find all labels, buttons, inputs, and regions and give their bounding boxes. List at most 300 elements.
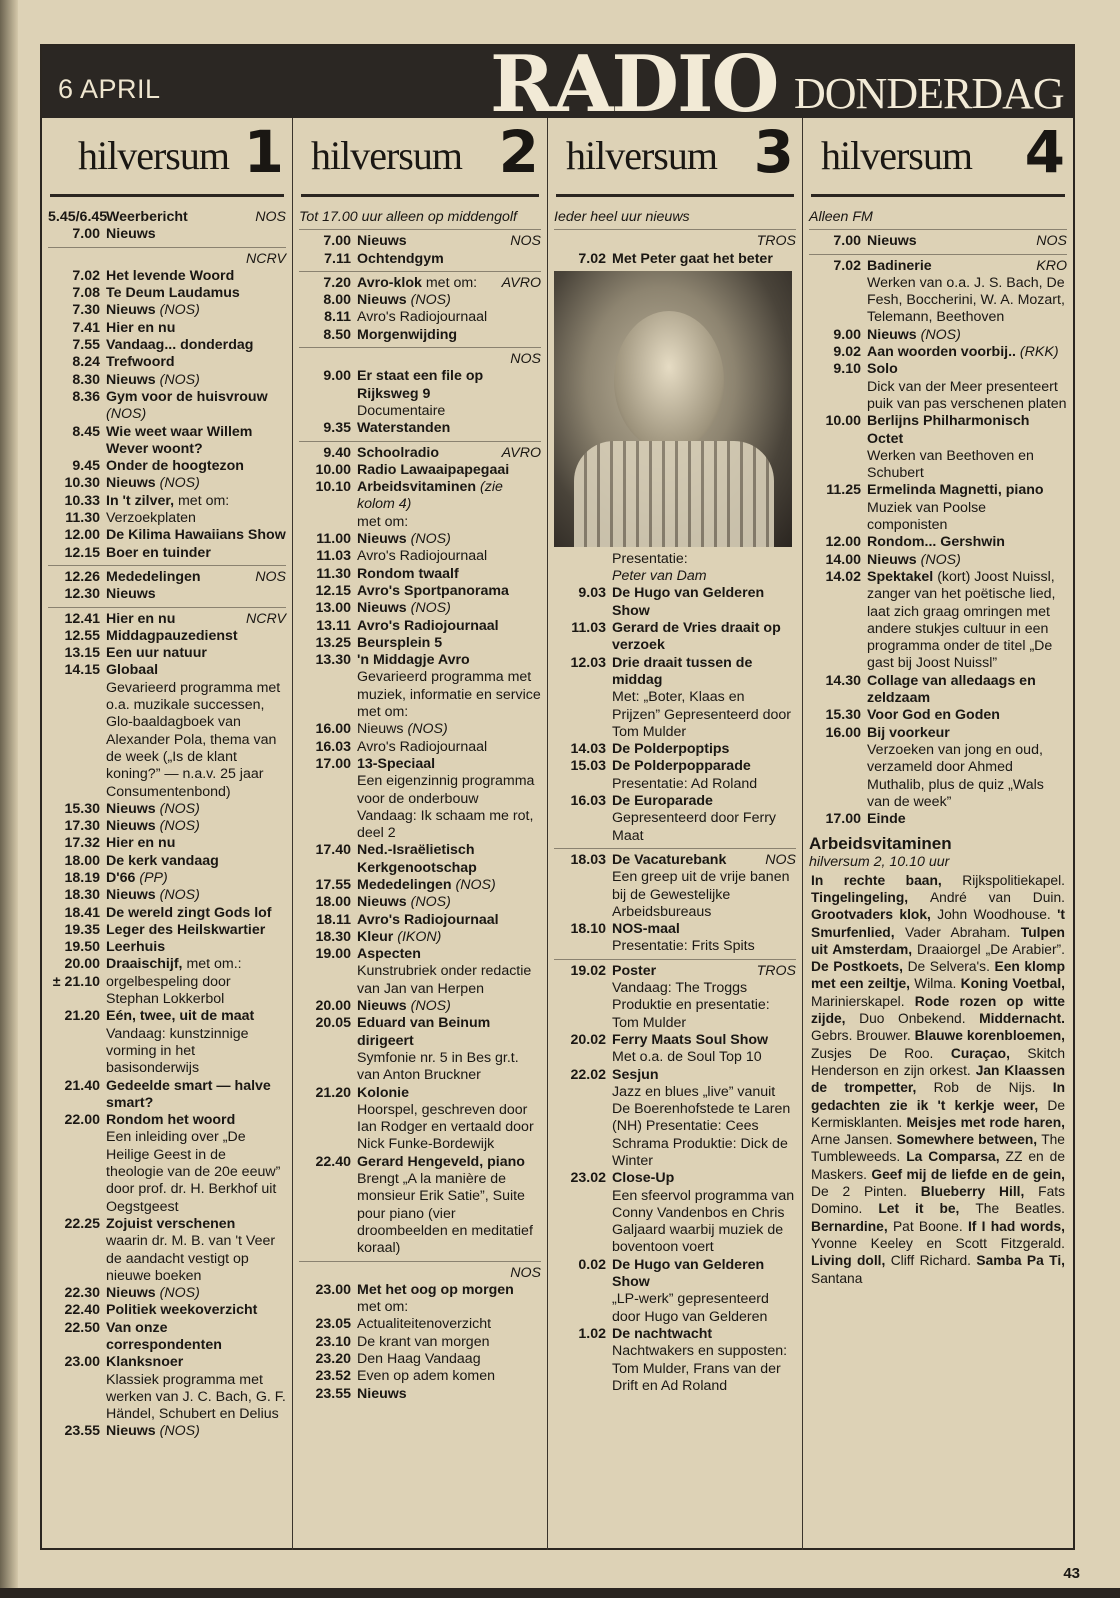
- program-entry: [299, 1334, 541, 1351]
- program-desc: Een sfeervol programma van Conny Vandenbos en Chris Galjaard waarbij muziek de boventoon voert: [612, 1187, 795, 1256]
- divider: [48, 565, 286, 566]
- program-time: 22.00: [64, 1112, 100, 1129]
- program-title: Sesjun: [612, 1066, 659, 1083]
- program-time: 23.05: [315, 1316, 351, 1333]
- program-entry: [299, 842, 541, 877]
- program-desc: Een eigenzinnig programma voor de onderbouw Vandaag: Ik schaam me rot, deel 2: [357, 773, 535, 842]
- program-body: [357, 251, 541, 268]
- program-body: [106, 226, 286, 243]
- program-body: [106, 354, 286, 371]
- program-entry: [48, 285, 286, 302]
- program-entry: [299, 531, 541, 548]
- divider: [48, 247, 286, 248]
- program-title: Poster: [612, 962, 657, 979]
- program-time: 16.03: [570, 793, 606, 810]
- program-title: Te Deum Laudamus: [106, 285, 240, 302]
- program-desc: met om:: [177, 492, 230, 509]
- program-entry: [48, 226, 286, 243]
- program-time: 17.40: [315, 842, 351, 859]
- program-title: Ermelinda Magnetti, piano: [867, 482, 1044, 499]
- program-desc: met om:: [357, 1299, 409, 1316]
- program-title: Badinerie: [867, 257, 932, 274]
- program-title: Drie draait tussen de middag: [612, 654, 753, 688]
- program-time: 11.03: [316, 548, 351, 565]
- program-body: [106, 956, 286, 973]
- program-body: [106, 569, 286, 586]
- program-time: 9.02: [833, 344, 861, 361]
- article-subtitle: hilversum 2, 10.10 uur: [809, 854, 950, 871]
- program-entry: [48, 337, 286, 354]
- program-entry: [48, 870, 286, 887]
- program-title: De Polderpopparade: [612, 758, 751, 775]
- program-body: [106, 458, 286, 475]
- program-entry: [299, 309, 541, 326]
- program-entry: [48, 611, 286, 628]
- song-artist: Wilma.: [914, 976, 961, 992]
- program-entry: [809, 413, 1067, 482]
- program-body: [357, 1351, 541, 1368]
- program-body: [106, 1112, 286, 1216]
- program-entry: [809, 811, 1067, 828]
- program-time: 20.00: [315, 998, 351, 1015]
- program-entry: [299, 1154, 541, 1258]
- program-body: [357, 566, 541, 583]
- program-desc: Symfonie nr. 5 in Bes gr.t. van Anton Bruckner: [357, 1049, 519, 1084]
- program-note: (IKON): [397, 928, 442, 945]
- program-body: [106, 922, 286, 939]
- program-body: [867, 811, 1067, 828]
- program-title: Gedeelde smart — halve smart?: [106, 1077, 271, 1111]
- program-body: [612, 741, 796, 758]
- program-desc: Actualiteitenoverzicht: [357, 1316, 492, 1333]
- program-desc: Even op adem komen: [357, 1368, 496, 1385]
- program-body: [357, 1015, 541, 1084]
- program-title: Aspecten: [357, 946, 421, 963]
- program-title: Hier en nu: [106, 835, 176, 852]
- station-number: 1: [243, 118, 284, 186]
- program-entry: [809, 327, 1067, 344]
- program-entry: [554, 568, 796, 585]
- program-title: Kolonie: [357, 1084, 410, 1101]
- page-edge: [0, 1588, 1120, 1598]
- program-time: 23.10: [315, 1333, 351, 1350]
- program-body: [867, 673, 1067, 708]
- program-time: 11.30: [316, 565, 351, 582]
- program-time: 17.55: [315, 876, 351, 893]
- program-entry: [299, 1015, 541, 1084]
- song-artist: Arne Jansen.: [811, 1132, 897, 1148]
- program-note: (NOS): [159, 1285, 200, 1302]
- program-body: [106, 853, 286, 870]
- program-body: [357, 531, 541, 548]
- program-entry: [299, 1282, 541, 1317]
- song-artist: Rob de Nijs.: [933, 1080, 1053, 1096]
- program-body: [357, 618, 541, 635]
- program-body: [612, 1032, 796, 1067]
- program-time: 8.24: [72, 354, 100, 371]
- program-body: [106, 527, 286, 544]
- program-desc: De krant van morgen: [357, 1333, 490, 1350]
- program-title: Nieuws: [106, 1423, 160, 1440]
- program-note: (PP): [139, 869, 168, 886]
- song-artist: De Selvera's.: [907, 959, 995, 975]
- program-time: 10.00: [315, 461, 351, 478]
- program-note: (NOS): [159, 887, 200, 904]
- program-body: [106, 1320, 286, 1355]
- program-entry: [48, 510, 286, 527]
- column-title: [811, 118, 1065, 197]
- program-time: 18.03: [570, 851, 606, 868]
- program-entry: [48, 1008, 286, 1077]
- program-body: [357, 894, 541, 911]
- program-entry: [809, 673, 1067, 708]
- program-note: (NOS): [106, 406, 147, 423]
- program-title: De Hugo van Gelderen Show: [612, 1256, 765, 1291]
- program-title: Nieuws: [106, 475, 160, 492]
- program-title: Radio Lawaaipapegaai: [357, 461, 510, 478]
- program-title: Wie weet waar Willem Wever woont?: [106, 423, 253, 457]
- program-time: 12.00: [64, 527, 100, 544]
- broadcaster-label: NOS: [510, 233, 541, 250]
- program-entry: [299, 756, 541, 842]
- program-title: Mededelingen: [357, 876, 456, 893]
- column-hilversum-4: [802, 118, 1073, 1550]
- program-body: [106, 611, 286, 628]
- program-time: 23.55: [64, 1423, 100, 1440]
- program-body: [612, 568, 796, 585]
- program-entry: [48, 475, 286, 492]
- program-time: 13.30: [315, 652, 351, 669]
- program-body: [357, 368, 541, 420]
- program-time: 9.45: [72, 458, 100, 475]
- photo-face: [614, 311, 724, 451]
- program-time: [554, 568, 612, 585]
- program-body: [106, 268, 286, 285]
- program-title: Nieuws: [357, 292, 411, 309]
- program-note: (NOS): [159, 800, 200, 817]
- program-body: [106, 372, 286, 389]
- song-artist: Cliff Richard.: [890, 1253, 977, 1269]
- program-desc: Den Haag Vandaag: [357, 1351, 481, 1367]
- program-title: Weerbericht: [106, 209, 188, 225]
- program-entry: [48, 818, 286, 835]
- station-name: hilversum: [78, 133, 229, 178]
- program-entry: [554, 655, 796, 741]
- song-artist: De 2 Pinten.: [811, 1184, 921, 1200]
- song-artist: The Tumbleweeds.: [811, 1132, 1065, 1165]
- program-title: Nieuws: [867, 551, 921, 568]
- song-title: Curaçao,: [950, 1045, 1028, 1061]
- program-entry: [48, 424, 286, 459]
- program-time: 18.00: [64, 852, 100, 869]
- program-body: [106, 887, 286, 904]
- song-title: Blueberry Hill,: [920, 1184, 1039, 1200]
- program-title: Gerard Hengeveld, piano: [357, 1153, 525, 1170]
- song-artist: Zusjes De Roo.: [811, 1045, 951, 1061]
- program-time: 18.00: [315, 894, 351, 911]
- song-artist: The Beatles.: [975, 1201, 1065, 1217]
- program-title: De Hugo van Gelderen Show: [612, 585, 765, 619]
- program-time: 12.15: [315, 582, 351, 599]
- program-entry: [48, 1354, 286, 1423]
- program-note: (NOS): [920, 326, 961, 343]
- program-time: [554, 551, 612, 568]
- column-hilversum-3: [547, 118, 802, 1550]
- broadcaster-label: NOS: [510, 351, 541, 368]
- program-entry: [48, 662, 286, 800]
- page-number: 43: [1063, 1565, 1080, 1582]
- program-body: [106, 628, 286, 645]
- program-title: Rondom het woord: [106, 1112, 236, 1129]
- program-body: [867, 569, 1067, 673]
- program-time: 17.30: [64, 818, 100, 835]
- broadcaster-label: TROS: [756, 233, 796, 250]
- program-note: (NOS): [410, 998, 451, 1015]
- program-title: NOS-maal: [612, 921, 680, 938]
- column-title: [301, 118, 539, 197]
- song-title: Middernacht.: [979, 1011, 1065, 1027]
- program-time: 22.50: [64, 1319, 100, 1336]
- program-title: De kerk vandaag: [106, 852, 219, 869]
- program-time: 8.50: [323, 326, 351, 343]
- program-time: 7.02: [578, 250, 606, 267]
- program-note: (NOS): [159, 818, 200, 835]
- program-time: 9.35: [323, 420, 351, 437]
- song-title: Meisjes met rode haren,: [906, 1114, 1065, 1130]
- program-body: [357, 1334, 541, 1351]
- program-note: (NOS): [410, 531, 451, 548]
- program-title: De Vacaturebank: [612, 851, 727, 868]
- program-desc: Avro's Radiojournaal: [357, 309, 488, 326]
- program-entry: [48, 956, 286, 973]
- program-time: 13.15: [64, 645, 100, 662]
- program-desc: Met: „Boter, Klaas en Prijzen” Gepresenteerd door Tom Mulder: [612, 689, 792, 740]
- program-body: [106, 645, 286, 662]
- program-entry: [809, 344, 1067, 361]
- magazine-spine: [0, 0, 18, 1598]
- program-time: 23.20: [315, 1351, 351, 1367]
- program-title: Er staat een file op Rijksweg 9: [357, 368, 484, 402]
- program-time: 12.00: [825, 534, 861, 551]
- program-desc: Gepresenteerd door Ferry Maat: [612, 810, 777, 844]
- program-entry: [299, 233, 541, 250]
- program-body: [612, 921, 796, 956]
- page-header: [42, 39, 1073, 130]
- program-entry: [48, 922, 286, 939]
- program-time: 7.02: [72, 267, 100, 284]
- song-artist: Fats Domino.: [811, 1184, 1066, 1217]
- program-title: Rondom... Gershwin: [867, 534, 1005, 551]
- program-entry: [554, 1032, 796, 1067]
- program-title: Middagpauzedienst: [106, 627, 238, 644]
- song-artist: Pat Boone.: [892, 1218, 968, 1234]
- broadcaster-label: KRO: [1036, 257, 1067, 274]
- program-title: 13-Speciaal: [357, 755, 436, 772]
- program-note: (NOS): [410, 894, 451, 911]
- program-time: 11.30: [65, 510, 100, 527]
- program-body: [106, 1078, 286, 1113]
- program-entry: [299, 566, 541, 583]
- program-title: Waterstanden: [357, 420, 451, 437]
- program-entry: [299, 929, 541, 946]
- program-time: 9.10: [833, 361, 861, 378]
- program-time: 7.02: [833, 257, 861, 274]
- program-time: 18.10: [570, 921, 606, 938]
- program-body: [357, 946, 541, 998]
- program-time: 9.40: [323, 444, 351, 461]
- broadcaster-label: NCRV: [246, 610, 286, 627]
- program-time: 23.55: [315, 1385, 351, 1402]
- program-time: 10.33: [64, 492, 100, 509]
- program-body: [357, 877, 541, 894]
- program-time: 19.02: [570, 962, 606, 979]
- program-title: Nieuws: [867, 233, 917, 250]
- program-title: Nieuws: [867, 326, 921, 343]
- program-title: Met Peter gaat het beter: [612, 250, 773, 267]
- program-entry: [299, 946, 541, 998]
- program-entry: [48, 527, 286, 544]
- header-day: DONDERDAG: [794, 69, 1064, 118]
- program-entry: [48, 905, 286, 922]
- program-note: (zie kolom 4): [357, 479, 503, 513]
- program-time: 7.55: [72, 337, 100, 354]
- program-body: [106, 337, 286, 354]
- program-entry: [299, 368, 541, 420]
- program-entry: [48, 302, 286, 319]
- program-time: 18.41: [64, 904, 100, 921]
- divider: [554, 959, 796, 960]
- song-artist: Marinierskapel.: [811, 993, 915, 1009]
- program-entry: [48, 645, 286, 662]
- program-entry: [299, 877, 541, 894]
- program-body: [106, 389, 286, 424]
- program-title: Bij voorkeur: [867, 724, 950, 741]
- program-entry: [809, 725, 1067, 811]
- program-desc: Verzoekplaten: [106, 510, 196, 527]
- program-time: 10.30: [64, 475, 100, 492]
- program-entry: [554, 921, 796, 956]
- program-body: [612, 1326, 796, 1395]
- program-desc: Documentaire: [357, 402, 446, 419]
- program-entry: [48, 801, 286, 818]
- program-entry: [299, 548, 541, 565]
- program-body: [357, 233, 541, 250]
- program-desc: Muziek van Poolse componisten: [867, 499, 987, 534]
- program-title: Hier en nu: [106, 319, 176, 336]
- song-title: Living doll,: [811, 1253, 891, 1269]
- program-body: [106, 302, 286, 319]
- program-title: Einde: [867, 811, 906, 828]
- divider: [554, 848, 796, 849]
- program-desc: Brengt „A la manière de monsieur Erik Satie”, Suite pour piano (vier droombeelden en meditatief koraal): [357, 1171, 533, 1257]
- program-time: 5.45/6.45: [48, 209, 108, 225]
- program-title: Eén, twee, uit de maat: [106, 1008, 255, 1025]
- program-body: [612, 1067, 796, 1171]
- divider: [299, 271, 541, 272]
- program-title: D'66: [106, 869, 140, 886]
- program-title: Kleur: [357, 928, 398, 945]
- program-entry: [299, 583, 541, 600]
- program-entry: [299, 420, 541, 437]
- program-time: 8.11: [324, 309, 351, 326]
- program-time: 12.41: [64, 610, 100, 627]
- program-entry: [48, 628, 286, 645]
- program-body: [612, 251, 796, 268]
- program-body: [867, 552, 1067, 569]
- program-entry: [809, 361, 1067, 413]
- program-entry: [48, 545, 286, 562]
- program-title: Nieuws: [357, 1385, 407, 1402]
- program-title: Morgenwijding: [357, 326, 458, 343]
- program-time: 8.36: [72, 388, 100, 405]
- program-time: 12.15: [64, 544, 100, 561]
- program-time: 15.30: [64, 800, 100, 817]
- program-time: 16.00: [825, 724, 861, 741]
- program-body: [106, 801, 286, 818]
- presenter-photo: [554, 271, 792, 547]
- program-body: [357, 479, 541, 531]
- song-artist: John Woodhouse.: [937, 907, 1058, 923]
- program-time: 1.02: [578, 1325, 606, 1342]
- divider: [299, 1261, 541, 1262]
- program-body: [357, 292, 541, 309]
- program-entry: [809, 258, 1067, 327]
- song-artist: André van Duin.: [929, 889, 1065, 905]
- program-body: [867, 482, 1067, 534]
- program-time: 13.00: [315, 600, 351, 617]
- program-body: [357, 1368, 541, 1385]
- song-artist: Duo Onbekend.: [859, 1011, 980, 1027]
- program-title: Avro's Radiojournaal: [357, 911, 499, 928]
- song-title: Geef mij de liefde en de gein,: [871, 1166, 1066, 1182]
- program-time: 14.00: [825, 551, 861, 568]
- program-time: 9.00: [833, 326, 861, 343]
- program-title: Avro-klok: [357, 274, 426, 291]
- program-time: 22.02: [570, 1066, 606, 1083]
- program-time: 21.20: [64, 1008, 100, 1025]
- program-body: [106, 209, 286, 226]
- program-body: [106, 320, 286, 337]
- article-title: Arbeidsvitaminen: [809, 834, 952, 854]
- program-entry: [48, 354, 286, 371]
- program-entry: [48, 939, 286, 956]
- program-entry: [48, 569, 286, 586]
- program-body: [357, 275, 541, 292]
- song-title: Blauwe korenbloemen,: [914, 1028, 1065, 1044]
- program-body: [357, 1154, 541, 1258]
- program-body: [357, 842, 541, 877]
- program-body: [867, 534, 1067, 551]
- program-entry: [48, 835, 286, 852]
- broadcaster-label: NCRV: [246, 250, 286, 267]
- program-entry: [48, 320, 286, 337]
- program-time: 10.00: [825, 413, 861, 430]
- program-body: [867, 707, 1067, 724]
- program-time: 14.15: [64, 662, 100, 679]
- program-title: Nieuws: [106, 586, 156, 603]
- song-artist: De Kermisklanten.: [811, 1097, 1065, 1130]
- program-entry: [299, 739, 541, 756]
- song-artist: Rijkspolitiekapel.: [962, 872, 1065, 888]
- program-body: [867, 233, 1067, 250]
- program-time: 22.40: [315, 1153, 351, 1170]
- program-time: ± 21.10: [52, 973, 100, 990]
- article-body: [809, 872, 1067, 1287]
- program-entry: [809, 534, 1067, 551]
- program-desc: Kunstrubriek onder redactie van Jan van Herpen: [357, 963, 532, 997]
- song-title: De Postkoets,: [811, 959, 908, 975]
- program-title: Nieuws: [357, 894, 411, 911]
